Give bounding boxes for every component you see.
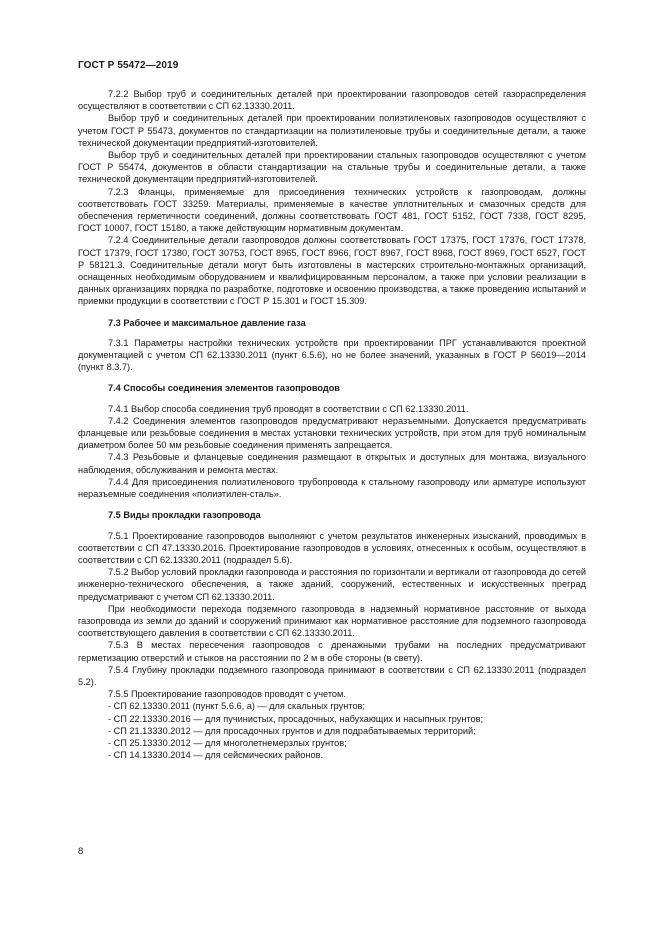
list-item: - СП 21.13330.2012 — для просадочных грунтов и для подрабатываемых территорий;	[108, 725, 476, 736]
paragraph-7-5-3: 7.5.3 В местах пересечения газопроводов с дренажными трубами на последних предусматривают герметизацию отверстий и стыков на расстоянии по 2 м в обе стороны (в свету).	[78, 640, 586, 663]
paragraph-7-4-1: 7.4.1 Выбор способа соединения труб проводят в соответствии с СП 62.13330.2011.	[108, 403, 469, 414]
list-item: - СП 22.13330.2016 — для пучинистых, просадочных, набухающих и насыпных грунтов;	[108, 713, 484, 724]
paragraph-7-5-5: 7.5.5 Проектирование газопроводов проводят с учетом.	[108, 689, 346, 700]
paragraph-7-5-1: 7.5.1 Проектирование газопроводов выполняют с учетом результатов инженерных изысканий, проводимых в соответствии с СП 47.13330.2016. Проектирование газопроводов в условиях, отнесенных к особым, осуществляют в соответствии с СП 62.13330.2011 (подраздел 5.6).	[78, 530, 586, 565]
paragraph-7-4-3: 7.4.3 Резьбовые и фланцевые соединения размещают в открытых и доступных для монтажа, визуального наблюдения, обслуживания и ремонта местах.	[78, 452, 586, 475]
document-body	[78, 88, 586, 761]
section-heading-7-3: 7.3 Рабочее и максимальное давление газа	[108, 317, 306, 328]
list-item: - СП 25.13330.2012 — для многолетнемерзлых грунтов;	[108, 737, 347, 748]
section-heading-7-5: 7.5 Виды прокладки газопровода	[108, 510, 261, 521]
list-item: - СП 14.13330.2014 — для сейсмических районов.	[108, 750, 324, 761]
section-heading-7-4: 7.4 Способы соединения элементов газопроводов	[108, 383, 340, 394]
document-header: ГОСТ Р 55472—2019	[78, 60, 179, 71]
paragraph-steel-pipes: Выбор труб и соединительных деталей при проектировании стальных газопроводов осуществляют с учетом ГОСТ Р 55474, документов в области стандартизации на стальные трубы и соединительные детали, а также технической документации предприятий-изготовителей.	[78, 150, 586, 185]
paragraph-7-4-2: 7.4.2 Соединения элементов газопроводов предусматривают неразъемными. Допускается предусматривать фланцевые или резьбовые соединения в местах установки технических устройств, при этом для труб номинальным диаметром более 50 мм резьбовые соединения применять запрещается.	[78, 415, 586, 451]
paragraph-7-3-1: 7.3.1 Параметры настройки технических устройств при проектировании ПРГ устанавливаются проектной документацией с учетом СП 62.13330.2011 (пункт 6.5.6), но не более значений, указанных в ГОСТ Р 56019—2014 (пункт 8.3.7).	[78, 337, 586, 373]
list-item: - СП 62.13330.2011 (пункт 5.6.6, а) — для скальных грунтов;	[108, 701, 365, 712]
paragraph-7-5-4: 7.5.4 Глубину прокладки подземного газопровода принимают в соответствии с СП 62.13330.2011 (подраздел 5.2).	[78, 664, 586, 687]
paragraph-polyethylene-pipes: Выбор труб и соединительных деталей при проектировании полиэтиленовых газопроводов осуществляют с учетом ГОСТ Р 55473, документов по стандартизации на полиэтиленовые трубы и соединительные детали, а также технической документации предприятий-изготовителей.	[78, 113, 586, 148]
paragraph-7-2-2: 7.2.2 Выбор труб и соединительных деталей при проектировании газопроводов сетей газораспределения осуществляют в соответствии с СП 62.13330.2011.	[78, 89, 586, 112]
paragraph-transition-underground: При необходимости перехода подземного газопровода в надземный нормативное расстояние от выхода газопровода из земли до зданий и сооружений принимают как нормативное расстояние для подземного газопровода соответствующего давления в соответствии с СП 62.13330.2011.	[78, 603, 586, 639]
paragraph-7-2-3: 7.2.3 Фланцы, применяемые для присоединения технических устройств к газопроводам, должны соответствовать ГОСТ 33259. Материалы, применяемые в качестве уплотнительных и смазочных средств для обеспечения герметичности соединений, должны соответствовать ГОСТ 481, ГОСТ 5152, ГОСТ 7338, ГОСТ 8295, ГОСТ 10007, ГОСТ 15180, а также действующим нормативным документам.	[78, 186, 586, 234]
page-number: 8	[78, 846, 84, 857]
paragraph-7-2-4: 7.2.4 Соединительные детали газопроводов должны соответствовать ГОСТ 17375, ГОСТ 17376, ГОСТ 17378, ГОСТ 17379, ГОСТ 17380, ГОСТ 30753, ГОСТ 8965, ГОСТ 8966, ГОСТ 8967, ГОСТ 8968, ГОСТ 8969, ГОСТ 6527, ГОСТ Р 58121.3. Соединительные детали могут быть изготовлены в мастерских строительно-монтажных организаций, оснащенных необходимым оборудованием и квалифицированным персоналом, а также при условии реализации в данных организациях порядка по разработке, подготовке и освоению производства, а также проведению испытаний и приемки продукции в соответствии с ГОСТ Р 15.301 и ГОСТ 15.309.	[78, 235, 586, 307]
paragraph-7-5-2: 7.5.2 Выбор условий прокладки газопровода и расстояния по горизонтали и вертикали от газопровода до сетей инженерно-технического обеспечения, а также зданий, сооружений, естественных и искусственных преград предусматривают с учетом СП 62.13330.2011.	[78, 567, 586, 602]
paragraph-7-4-4: 7.4.4 Для присоединения полиэтиленового трубопровода к стальному газопроводу или арматуре используют неразъемные соединения «полиэтилен-сталь».	[78, 476, 586, 500]
